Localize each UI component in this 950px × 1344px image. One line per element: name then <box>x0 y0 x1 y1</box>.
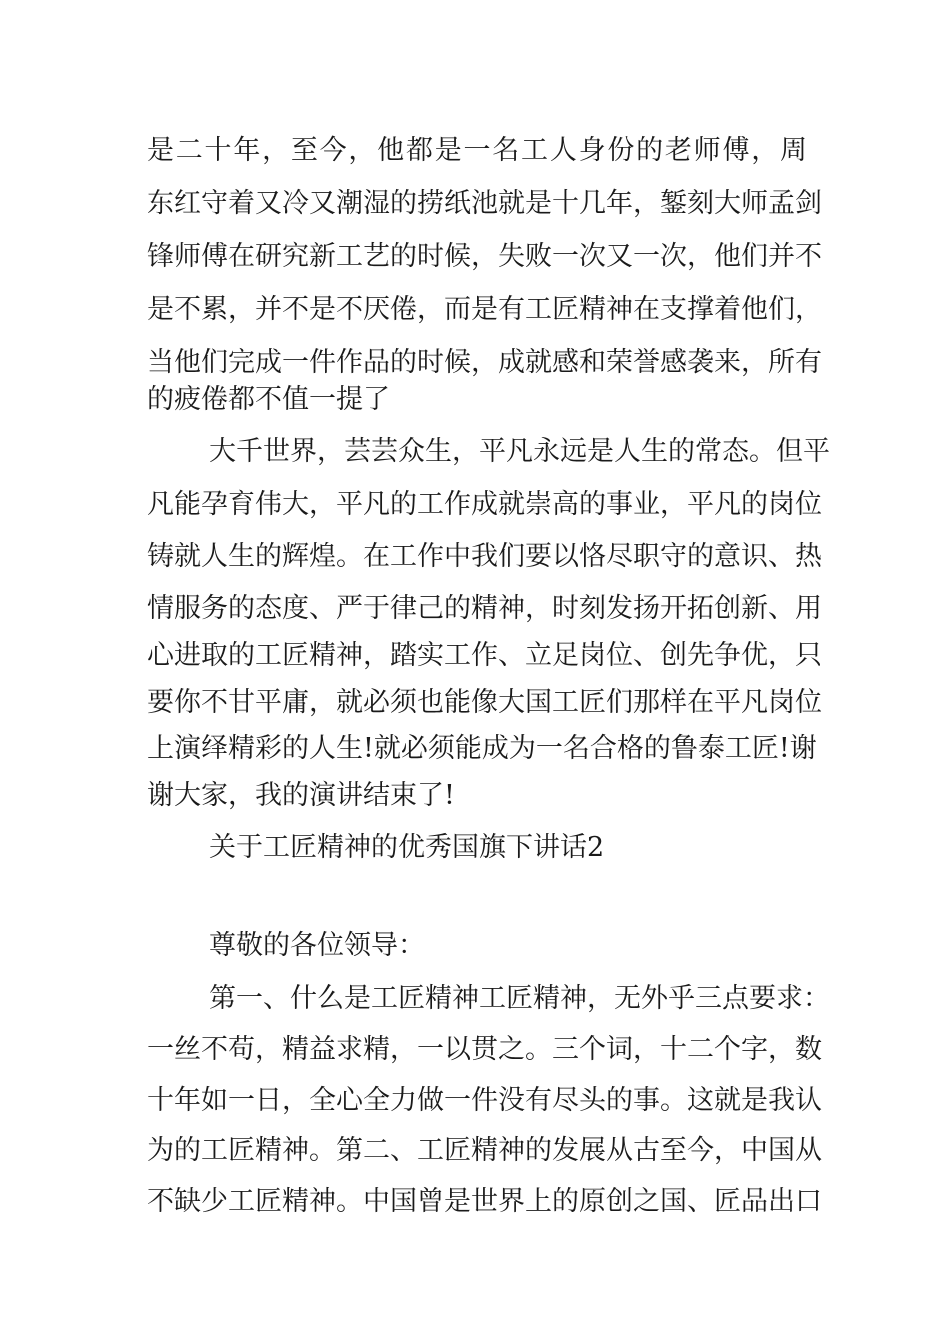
paragraph-2-line-8: 谢大家，我的演讲结束了! <box>147 780 455 811</box>
paragraph-3-line-2: 一丝不苟，精益求精，一以贯之。三个词，十二个字，数 <box>147 1034 822 1065</box>
paragraph-1-line-4: 是不累，并不是不厌倦，而是有工匠精神在支撑着他们， <box>147 294 822 325</box>
paragraph-3-line-5: 不缺少工匠精神。中国曾是世界上的原创之国、匠品出口 <box>147 1186 822 1217</box>
paragraph-1-line-2: 东红守着又冷又潮湿的捞纸池就是十几年，錾刻大师孟剑 <box>147 188 822 219</box>
paragraph-3-line-4: 为的工匠精神。第二、工匠精神的发展从古至今，中国从 <box>147 1135 822 1166</box>
paragraph-3-line-3: 十年如一日，全心全力做一件没有尽头的事。这就是我认 <box>147 1085 822 1116</box>
paragraph-2-line-3: 铸就人生的辉煌。在工作中我们要以恪尽职守的意识、热 <box>147 541 822 572</box>
paragraph-2-line-2: 凡能孕育伟大，平凡的工作成就崇高的事业，平凡的岗位 <box>147 489 822 520</box>
paragraph-1-line-5: 当他们完成一件作品的时候，成就感和荣誉感袭来，所有 <box>147 347 822 378</box>
paragraph-2-line-1: 大千世界，芸芸众生，平凡永远是人生的常态。但平 <box>209 436 830 467</box>
paragraph-2-line-4: 情服务的态度、严于律己的精神，时刻发扬开拓创新、用 <box>147 593 822 624</box>
paragraph-2-line-5: 心进取的工匠精神，踏实工作、立足岗位、创先争优，只 <box>147 640 822 671</box>
speech-heading: 关于工匠精神的优秀国旗下讲话2 <box>209 832 605 863</box>
paragraph-1-line-1: 是二十年，至今，他都是一名工人身份的老师傅，周 <box>147 135 807 166</box>
paragraph-2-line-6: 要你不甘平庸，就必须也能像大国工匠们那样在平凡岗位 <box>147 687 822 718</box>
paragraph-1-line-3: 锋师傅在研究新工艺的时候，失败一次又一次，他们并不 <box>147 241 822 272</box>
paragraph-2-line-7: 上演绎精彩的人生!就必须能成为一名合格的鲁泰工匠!谢 <box>147 733 817 764</box>
paragraph-1-line-6: 的疲倦都不值一提了 <box>147 384 390 415</box>
paragraph-3-line-1: 第一、什么是工匠精神工匠精神，无外乎三点要求： <box>209 983 830 1014</box>
salutation: 尊敬的各位领导： <box>209 930 425 961</box>
